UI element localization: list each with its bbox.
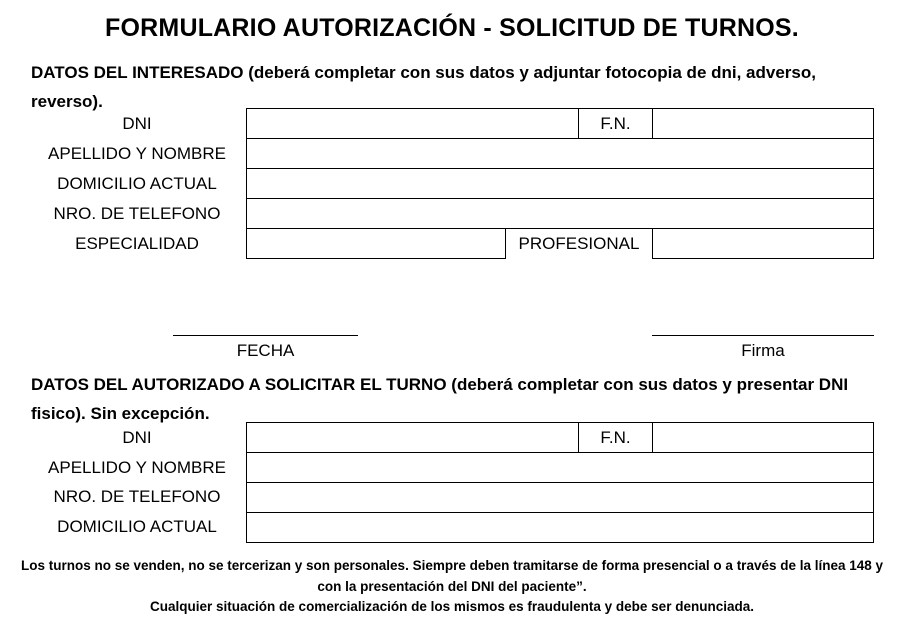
interesado-profesional-field[interactable] bbox=[652, 228, 874, 259]
interesado-domicilio-label: DOMICILIO ACTUAL bbox=[57, 174, 217, 193]
interesado-telefono-field[interactable] bbox=[246, 198, 874, 229]
interesado-fn-label: F.N. bbox=[578, 108, 653, 139]
footer-notice: Los turnos no se venden, no se tercerizan y son personales. Siempre deben tramitarse de forma presencial o a través de la línea 148 y con la presentación del DNI del paciente”. bbox=[20, 558, 884, 594]
interesado-heading: DATOS DEL INTERESADO (deberá completar con sus datos y adjuntar fotocopia de dni, adverso, reverso). bbox=[31, 63, 816, 111]
autorizado-domicilio-field[interactable] bbox=[246, 512, 874, 543]
autorizado-heading: DATOS DEL AUTORIZADO A SOLICITAR EL TURNO (deberá completar con sus datos y presentar DNI fisico). Sin excepción. bbox=[31, 375, 849, 423]
autorizado-dni-field[interactable] bbox=[246, 422, 579, 453]
autorizado-telefono-field[interactable] bbox=[246, 482, 874, 513]
interesado-domicilio-field[interactable] bbox=[246, 168, 874, 199]
firma-label: Firma bbox=[741, 341, 785, 360]
footer-warning: Cualquier situación de comercialización de los mismos es fraudulenta y debe ser denunciada. bbox=[150, 599, 754, 614]
interesado-profesional-label: PROFESIONAL bbox=[518, 234, 640, 253]
autorizado-domicilio-label: DOMICILIO ACTUAL bbox=[57, 517, 217, 536]
interesado-especialidad-label: ESPECIALIDAD bbox=[75, 234, 199, 253]
interesado-telefono-label: NRO. DE TELEFONO bbox=[53, 204, 221, 223]
interesado-fn-field[interactable] bbox=[652, 108, 874, 139]
interesado-apellido-label: APELLIDO Y NOMBRE bbox=[48, 144, 226, 163]
fecha-line[interactable] bbox=[173, 335, 358, 336]
interesado-dni-label: DNI bbox=[122, 114, 152, 133]
autorizado-apellido-field[interactable] bbox=[246, 452, 874, 483]
autorizado-telefono-label: NRO. DE TELEFONO bbox=[53, 487, 221, 506]
interesado-apellido-field[interactable] bbox=[246, 138, 874, 169]
interesado-dni-field[interactable] bbox=[246, 108, 579, 139]
autorizado-fn-field[interactable] bbox=[652, 422, 874, 453]
autorizado-dni-label: DNI bbox=[122, 428, 152, 447]
autorizado-fn-label: F.N. bbox=[578, 422, 653, 453]
form-title: FORMULARIO AUTORIZACIÓN - SOLICITUD DE TURNOS. bbox=[105, 14, 799, 42]
interesado-especialidad-field[interactable] bbox=[246, 228, 506, 259]
fecha-label: FECHA bbox=[236, 341, 295, 360]
firma-line[interactable] bbox=[652, 335, 874, 336]
autorizado-apellido-label: APELLIDO Y NOMBRE bbox=[48, 458, 226, 477]
